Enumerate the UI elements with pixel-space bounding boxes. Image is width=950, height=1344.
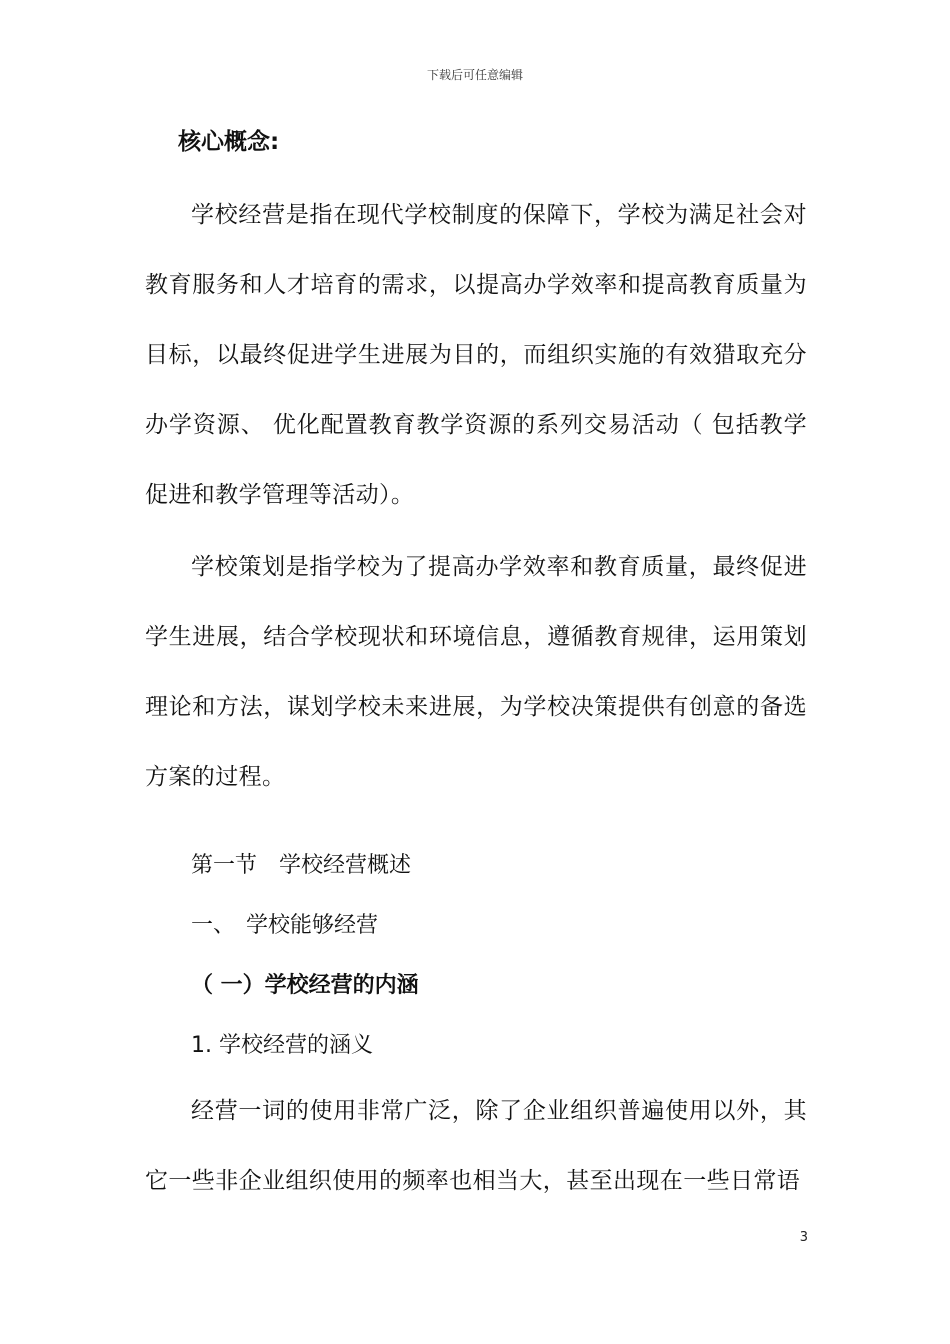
- document-body: [145, 118, 807, 1216]
- page-number: 3: [799, 1230, 808, 1245]
- section-title: 第一节 学校经营概述: [191, 853, 412, 878]
- subsection-heading-1: 一、 学校能够经营: [191, 913, 379, 938]
- core-concept-heading: 核心概念:: [178, 129, 280, 155]
- paragraph-school-management: 学校经营是指在现代学校制度的保障下，学校为满足社会对教育服务和人才培育的需求，以提高办学效率和提高教育质量为目标，以最终促进学生进展为目的，而组织实施的有效猎取充分办学资源、 优化配置教育教学资源的系列交易活动（ 包括教学促进和教学管理等活动）。: [145, 202, 807, 508]
- subsection-heading-2: （ 一）学校经营的内涵: [191, 973, 419, 998]
- item-heading-1: 1. 学校经营的涵义: [191, 1033, 373, 1058]
- paragraph-management-usage: 经营一词的使用非常广泛，除了企业组织普遍使用以外，其它一些非企业组织使用的频率也相当大，甚至出现在一些日常语: [145, 1098, 807, 1194]
- header-note: 下载后可任意编辑: [426, 68, 523, 82]
- paragraph-school-planning: 学校策划是指学校为了提高办学效率和教育质量，最终促进学生进展，结合学校现状和环境信息，遵循教育规律，运用策划理论和方法，谋划学校未来进展，为学校决策提供有创意的备选方案的过程。: [145, 554, 807, 790]
